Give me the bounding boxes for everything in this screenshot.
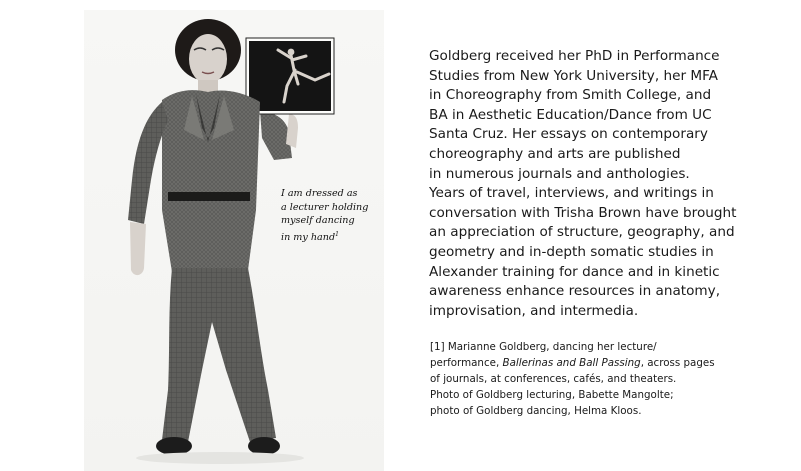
- bio-line: conversation with Trisha Brown have brought: [429, 204, 737, 221]
- photo-caption: [281, 187, 401, 245]
- bio-paragraph: [429, 47, 769, 321]
- bio-line: geometry and in-depth somatic studies in: [429, 243, 714, 260]
- footnote-line: of journals, at conferences, cafés, and theaters.: [430, 372, 677, 385]
- bio-line: choreography and arts are published: [429, 145, 681, 162]
- caption-line: a lecturer holding: [281, 201, 369, 213]
- footnote-marker: 1: [335, 230, 339, 238]
- bio-line: awareness enhance resources in anatomy,: [429, 283, 721, 300]
- bio-line: BA in Aesthetic Education/Dance from UC: [429, 106, 712, 123]
- bio-line: Goldberg received her PhD in Performance: [429, 48, 720, 64]
- footnote-line: [1] Marianne Goldberg, dancing her lecture/: [430, 341, 657, 353]
- bio-line: in Choreography from Smith College, and: [429, 87, 712, 104]
- footnote-line: [430, 356, 770, 372]
- bio-line: Alexander training for dance and in kinetic: [429, 263, 720, 280]
- bio-line: Santa Cruz. Her essays on contemporary: [429, 126, 708, 143]
- caption-line: [281, 228, 401, 245]
- work-title: Ballerinas and Ball Passing: [502, 356, 641, 369]
- bio-line: an appreciation of structure, geography, and: [429, 224, 735, 241]
- footnote-text: , across pages: [640, 356, 715, 369]
- footnote-text: performance,: [430, 356, 503, 369]
- caption-line: myself dancing: [281, 215, 355, 227]
- footnote-line: Photo of Goldberg lecturing, Babette Mangolte;: [430, 388, 674, 401]
- footnote-line: photo of Goldberg dancing, Helma Kloos.: [430, 404, 642, 417]
- bio-line: Years of travel, interviews, and writings in: [429, 185, 714, 202]
- bio-line: in numerous journals and anthologies.: [429, 165, 690, 182]
- bio-line: Studies from New York University, her MFA: [429, 67, 718, 84]
- caption-line-text: in my hand: [281, 231, 336, 243]
- footnote: [430, 340, 770, 420]
- bio-line: improvisation, and intermedia.: [429, 302, 639, 319]
- caption-line: I am dressed as: [281, 188, 358, 199]
